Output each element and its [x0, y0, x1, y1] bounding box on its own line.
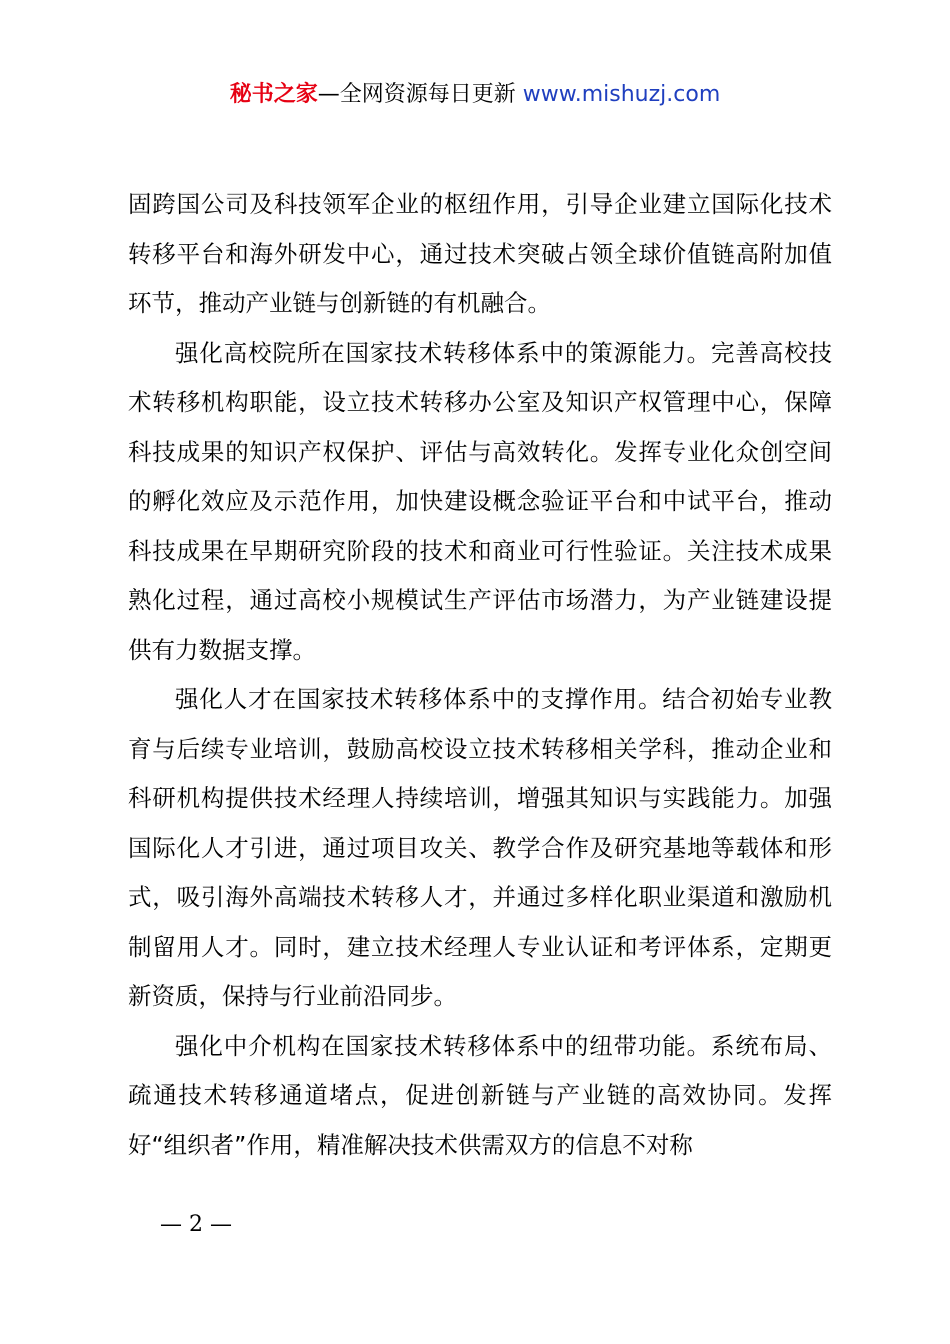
paragraph-talent: 强化人才在国家技术转移体系中的支撑作用。结合初始专业教育与后续专业培训，鼓励高校设立技术转移相关学科，推动企业和科研机构提供技术经理人持续培训，增强其知识与实践能力。加强国际化人才引进，通过项目攻关、教学合作及研究基地等载体和形式，吸引海外高端技术转移人才，并通过多样化职业渠道和激励机制留用人才。同时，建立技术经理人专业认证和考评体系，定期更新资质，保持与行业前沿同步。 — [128, 685, 832, 1010]
site-url-link[interactable]: www.mishuzj.com — [522, 82, 721, 107]
paragraph-continuation: 固跨国公司及科技领军企业的枢纽作用，引导企业建立国际化技术转移平台和海外研发中心，通过技术突破占领全球价值链高附加值环节，推动产业链与创新链的有机融合。 — [128, 190, 832, 317]
site-brand: 秘书之家 — [229, 82, 318, 107]
paragraph-universities: 强化高校院所在国家技术转移体系中的策源能力。完善高校技术转移机构职能，设立技术转移办公室及知识产权管理中心，保障科技成果的知识产权保护、评估与高效转化。发挥专业化众创空间的孵化效应及示范作用，加快建设概念验证平台和中试平台，推动科技成果在早期研究阶段的技术和商业可行性验证。关注技术成果熟化过程，通过高校小规模试生产评估市场潜力，为产业链建设提供有力数据支撑。 — [128, 338, 832, 664]
site-header — [0, 78, 950, 112]
paragraph-intermediaries: 强化中介机构在国家技术转移体系中的纽带功能。系统布局、疏通技术转移通道堵点，促进创新链与产业链的高效协同。发挥好“组织者”作用，精准解决技术供需双方的信息不对称 — [128, 1031, 832, 1159]
page-number: — 2 — — [160, 1212, 232, 1237]
site-tagline: —全网资源每日更新 — [317, 82, 523, 107]
document-body — [128, 180, 832, 1170]
